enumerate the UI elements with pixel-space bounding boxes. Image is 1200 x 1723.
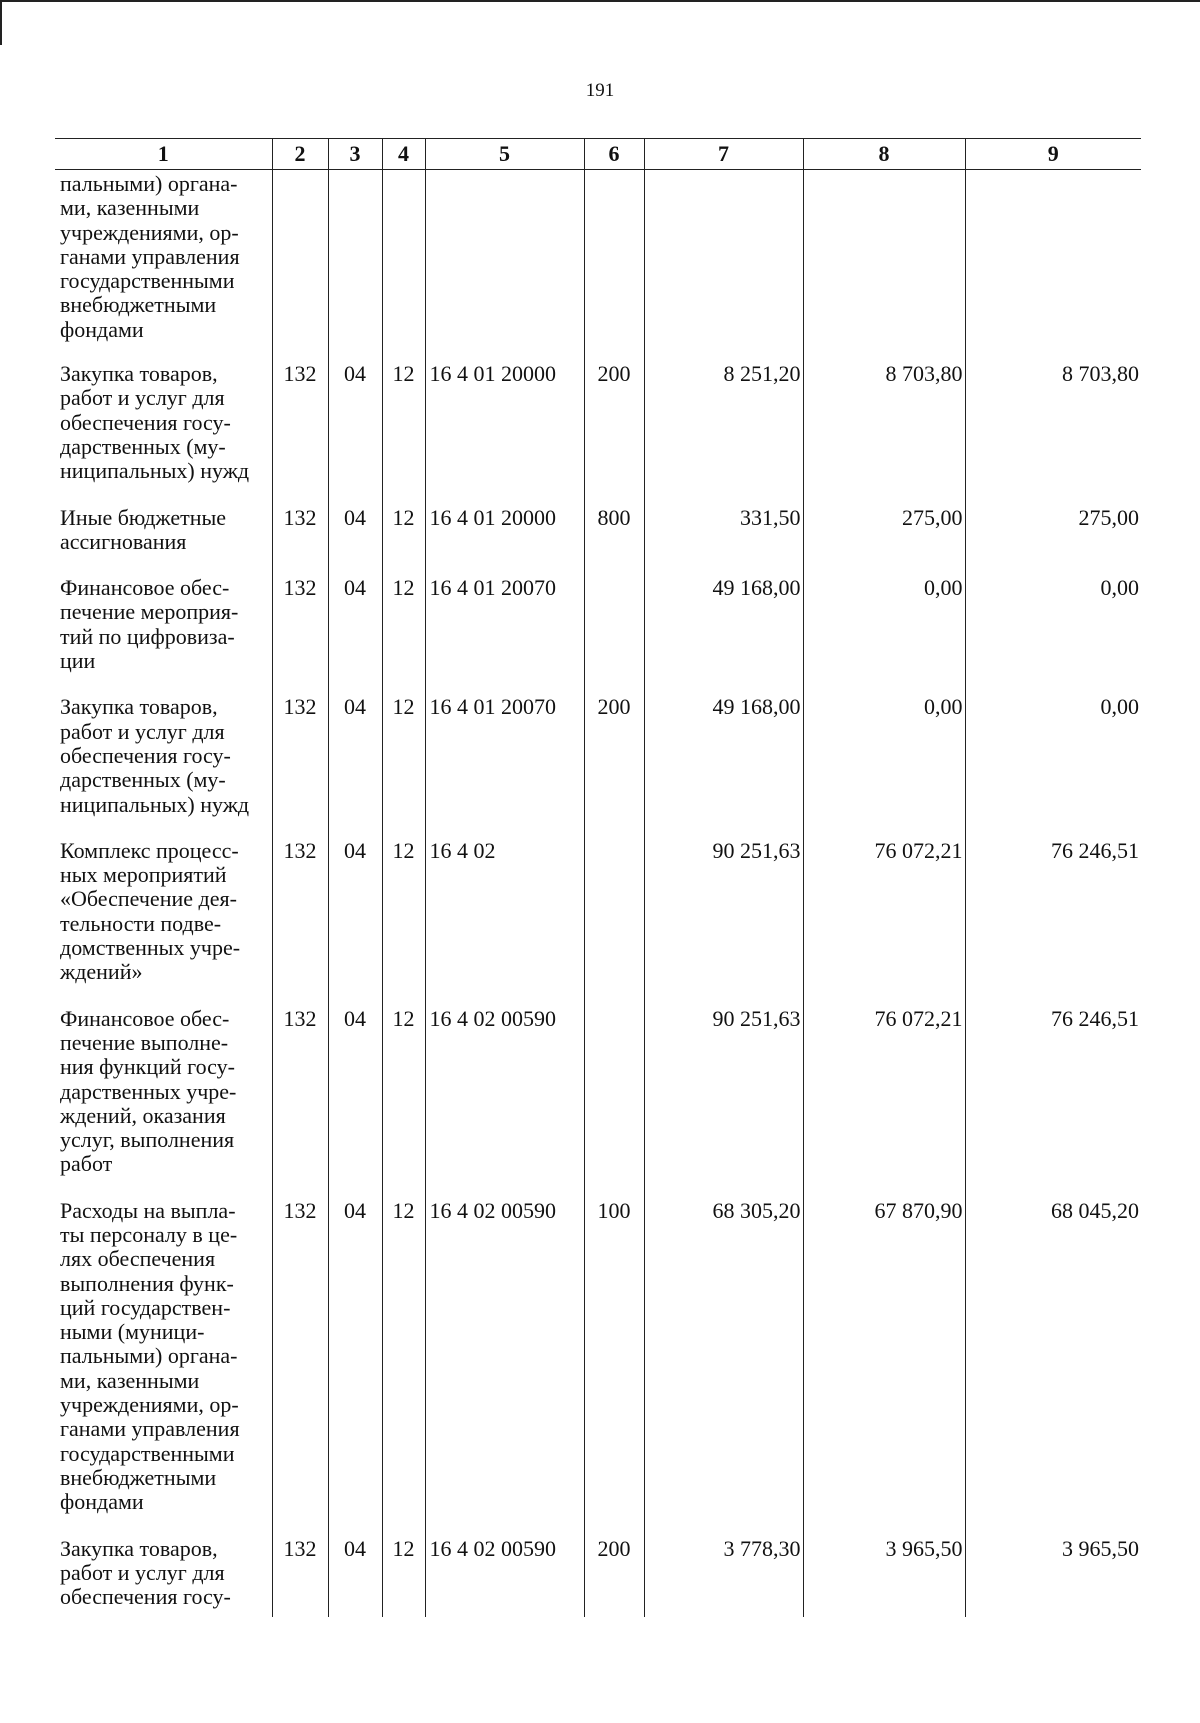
description-line: выполнения функ- <box>60 1270 234 1296</box>
amount-col9: 0,00 <box>965 689 1141 832</box>
row-description <box>55 170 272 357</box>
section-code: 04 <box>328 833 382 1001</box>
section-code: 04 <box>328 1531 382 1618</box>
description-line: ждений» <box>60 959 143 985</box>
ministry-code: 132 <box>272 1531 328 1618</box>
description-line: дарственных учре- <box>60 1078 237 1104</box>
amount-col8: 67 870,90 <box>803 1193 965 1531</box>
description-line: ных мероприятий <box>60 862 227 888</box>
target-article-code: 16 4 02 00590 <box>425 1531 584 1618</box>
amount-col9: 76 246,51 <box>965 833 1141 1001</box>
description-line: государственными <box>60 268 235 294</box>
amount-col8: 8 703,80 <box>803 356 965 499</box>
description-line: дарственных (му- <box>60 767 226 793</box>
subsection-code: 12 <box>382 1531 425 1618</box>
row-description <box>55 1193 272 1531</box>
description-line: обеспечения госу- <box>60 1584 231 1610</box>
column-header: 9 <box>965 139 1141 170</box>
description-line: работ <box>60 1151 113 1177</box>
budget-table <box>55 138 1141 1617</box>
ministry-code: 132 <box>272 570 328 689</box>
expense-type-code: 200 <box>584 689 644 832</box>
table-row <box>55 170 1141 357</box>
amount-col8: 76 072,21 <box>803 1001 965 1193</box>
row-description <box>55 1001 272 1193</box>
description-line: ными (муници- <box>60 1319 205 1345</box>
description-line: внебюджетными <box>60 292 217 318</box>
column-header: 1 <box>55 139 272 170</box>
target-article-code: 16 4 02 00590 <box>425 1001 584 1193</box>
subsection-code: 12 <box>382 833 425 1001</box>
description-line: домственных учре- <box>60 935 241 961</box>
description-line: Финансовое обес- <box>60 1005 230 1031</box>
description-line: ниципальных) нужд <box>60 791 250 817</box>
amount-col9: 0,00 <box>965 570 1141 689</box>
description-line: Закупка товаров, <box>60 361 218 387</box>
table-row <box>55 833 1141 1001</box>
expense-type-code <box>584 170 644 357</box>
expense-type-code: 800 <box>584 500 644 571</box>
section-code: 04 <box>328 1001 382 1193</box>
table-header <box>55 139 1141 170</box>
description-line: учреждениями, ор- <box>60 1392 239 1418</box>
target-article-code: 16 4 02 00590 <box>425 1193 584 1531</box>
target-article-code <box>425 170 584 357</box>
section-code: 04 <box>328 500 382 571</box>
amount-col9: 68 045,20 <box>965 1193 1141 1531</box>
description-line: государственными <box>60 1440 235 1466</box>
table-row <box>55 356 1141 499</box>
description-line: ганами управления <box>60 1416 240 1442</box>
subsection-code: 12 <box>382 356 425 499</box>
description-line: Иные бюджетные <box>60 504 227 530</box>
description-line: ганами управления <box>60 243 240 269</box>
column-header: 3 <box>328 139 382 170</box>
amount-col7: 49 168,00 <box>644 570 803 689</box>
page-number: 191 <box>585 80 615 101</box>
amount-col8: 0,00 <box>803 570 965 689</box>
ministry-code: 132 <box>272 833 328 1001</box>
amount-col8: 275,00 <box>803 500 965 571</box>
table-row <box>55 1531 1141 1618</box>
column-header: 2 <box>272 139 328 170</box>
column-header: 8 <box>803 139 965 170</box>
amount-col9: 76 246,51 <box>965 1001 1141 1193</box>
subsection-code: 12 <box>382 500 425 571</box>
description-line: ми, казенными <box>60 195 200 221</box>
column-header: 4 <box>382 139 425 170</box>
section-code: 04 <box>328 1193 382 1531</box>
description-line: печение выполне- <box>60 1029 229 1055</box>
table-row <box>55 1193 1141 1531</box>
description-line: Закупка товаров, <box>60 694 218 720</box>
description-line: тельности подве- <box>60 910 222 936</box>
description-line: ждений, оказания <box>60 1102 226 1128</box>
description-line: внебюджетными <box>60 1464 217 1490</box>
subsection-code: 12 <box>382 570 425 689</box>
subsection-code <box>382 170 425 357</box>
row-description <box>55 1531 272 1618</box>
amount-col9: 8 703,80 <box>965 356 1141 499</box>
target-article-code: 16 4 02 <box>425 833 584 1001</box>
section-code: 04 <box>328 356 382 499</box>
row-description <box>55 689 272 832</box>
scan-edge-top <box>0 0 1200 2</box>
expense-type-code <box>584 833 644 1001</box>
amount-col7: 8 251,20 <box>644 356 803 499</box>
expense-type-code <box>584 1001 644 1193</box>
row-description <box>55 570 272 689</box>
header-row <box>55 139 1141 170</box>
description-line: работ и услуг для <box>60 385 225 411</box>
description-line: фондами <box>60 316 144 342</box>
amount-col7: 90 251,63 <box>644 1001 803 1193</box>
description-line: обеспечения госу- <box>60 409 231 435</box>
scan-edge-left <box>0 0 2 45</box>
column-header: 7 <box>644 139 803 170</box>
amount-col7: 3 778,30 <box>644 1531 803 1618</box>
expense-type-code: 100 <box>584 1193 644 1531</box>
amount-col8: 3 965,50 <box>803 1531 965 1618</box>
subsection-code: 12 <box>382 1193 425 1531</box>
subsection-code: 12 <box>382 689 425 832</box>
description-line: учреждениями, ор- <box>60 219 239 245</box>
description-line: пальными) органа- <box>60 1343 238 1369</box>
amount-col8: 0,00 <box>803 689 965 832</box>
description-line: ния функций госу- <box>60 1054 235 1080</box>
table-row <box>55 570 1141 689</box>
amount-col8: 76 072,21 <box>803 833 965 1001</box>
amount-col7: 331,50 <box>644 500 803 571</box>
row-description <box>55 833 272 1001</box>
table-row <box>55 500 1141 571</box>
expense-type-code <box>584 570 644 689</box>
section-code: 04 <box>328 570 382 689</box>
description-line: Закупка товаров, <box>60 1535 218 1561</box>
subsection-code: 12 <box>382 1001 425 1193</box>
ministry-code: 132 <box>272 500 328 571</box>
section-code: 04 <box>328 689 382 832</box>
description-line: Комплекс процесс- <box>60 837 239 863</box>
ministry-code: 132 <box>272 689 328 832</box>
description-line: работ и услуг для <box>60 718 225 744</box>
description-line: работ и услуг для <box>60 1559 225 1585</box>
amount-col9: 275,00 <box>965 500 1141 571</box>
ministry-code <box>272 170 328 357</box>
amount-col9: 3 965,50 <box>965 1531 1141 1618</box>
description-line: «Обеспечение дея- <box>60 886 237 912</box>
ministry-code: 132 <box>272 356 328 499</box>
expense-type-code: 200 <box>584 1531 644 1618</box>
amount-col8 <box>803 170 965 357</box>
description-line: ции <box>60 648 96 674</box>
description-line: услуг, выполнения <box>60 1127 235 1153</box>
column-header: 6 <box>584 139 644 170</box>
ministry-code: 132 <box>272 1193 328 1531</box>
table-body <box>55 170 1141 1618</box>
target-article-code: 16 4 01 20070 <box>425 570 584 689</box>
description-line: фондами <box>60 1489 144 1515</box>
target-article-code: 16 4 01 20000 <box>425 356 584 499</box>
ministry-code: 132 <box>272 1001 328 1193</box>
amount-col7 <box>644 170 803 357</box>
amount-col9 <box>965 170 1141 357</box>
amount-col7: 90 251,63 <box>644 833 803 1001</box>
description-line: Расходы на выпла- <box>60 1197 236 1223</box>
section-code <box>328 170 382 357</box>
description-line: ассигнования <box>60 528 187 554</box>
description-line: печение мероприя- <box>60 599 239 625</box>
description-line: обеспечения госу- <box>60 742 231 768</box>
target-article-code: 16 4 01 20000 <box>425 500 584 571</box>
row-description <box>55 500 272 571</box>
column-header: 5 <box>425 139 584 170</box>
target-article-code: 16 4 01 20070 <box>425 689 584 832</box>
description-line: ты персоналу в це- <box>60 1221 238 1247</box>
description-line: дарственных (му- <box>60 433 226 459</box>
description-line: пальными) органа- <box>60 171 238 196</box>
description-line: лях обеспечения <box>60 1246 216 1272</box>
table-row <box>55 1001 1141 1193</box>
amount-col7: 68 305,20 <box>644 1193 803 1531</box>
description-line: Финансовое обес- <box>60 575 230 601</box>
row-description <box>55 356 272 499</box>
amount-col7: 49 168,00 <box>644 689 803 832</box>
description-line: ми, казенными <box>60 1367 200 1393</box>
table-row <box>55 689 1141 832</box>
description-line: тий по цифровиза- <box>60 623 235 649</box>
description-line: ций государствен- <box>60 1294 231 1320</box>
description-line: ниципальных) нужд <box>60 458 250 484</box>
expense-type-code: 200 <box>584 356 644 499</box>
